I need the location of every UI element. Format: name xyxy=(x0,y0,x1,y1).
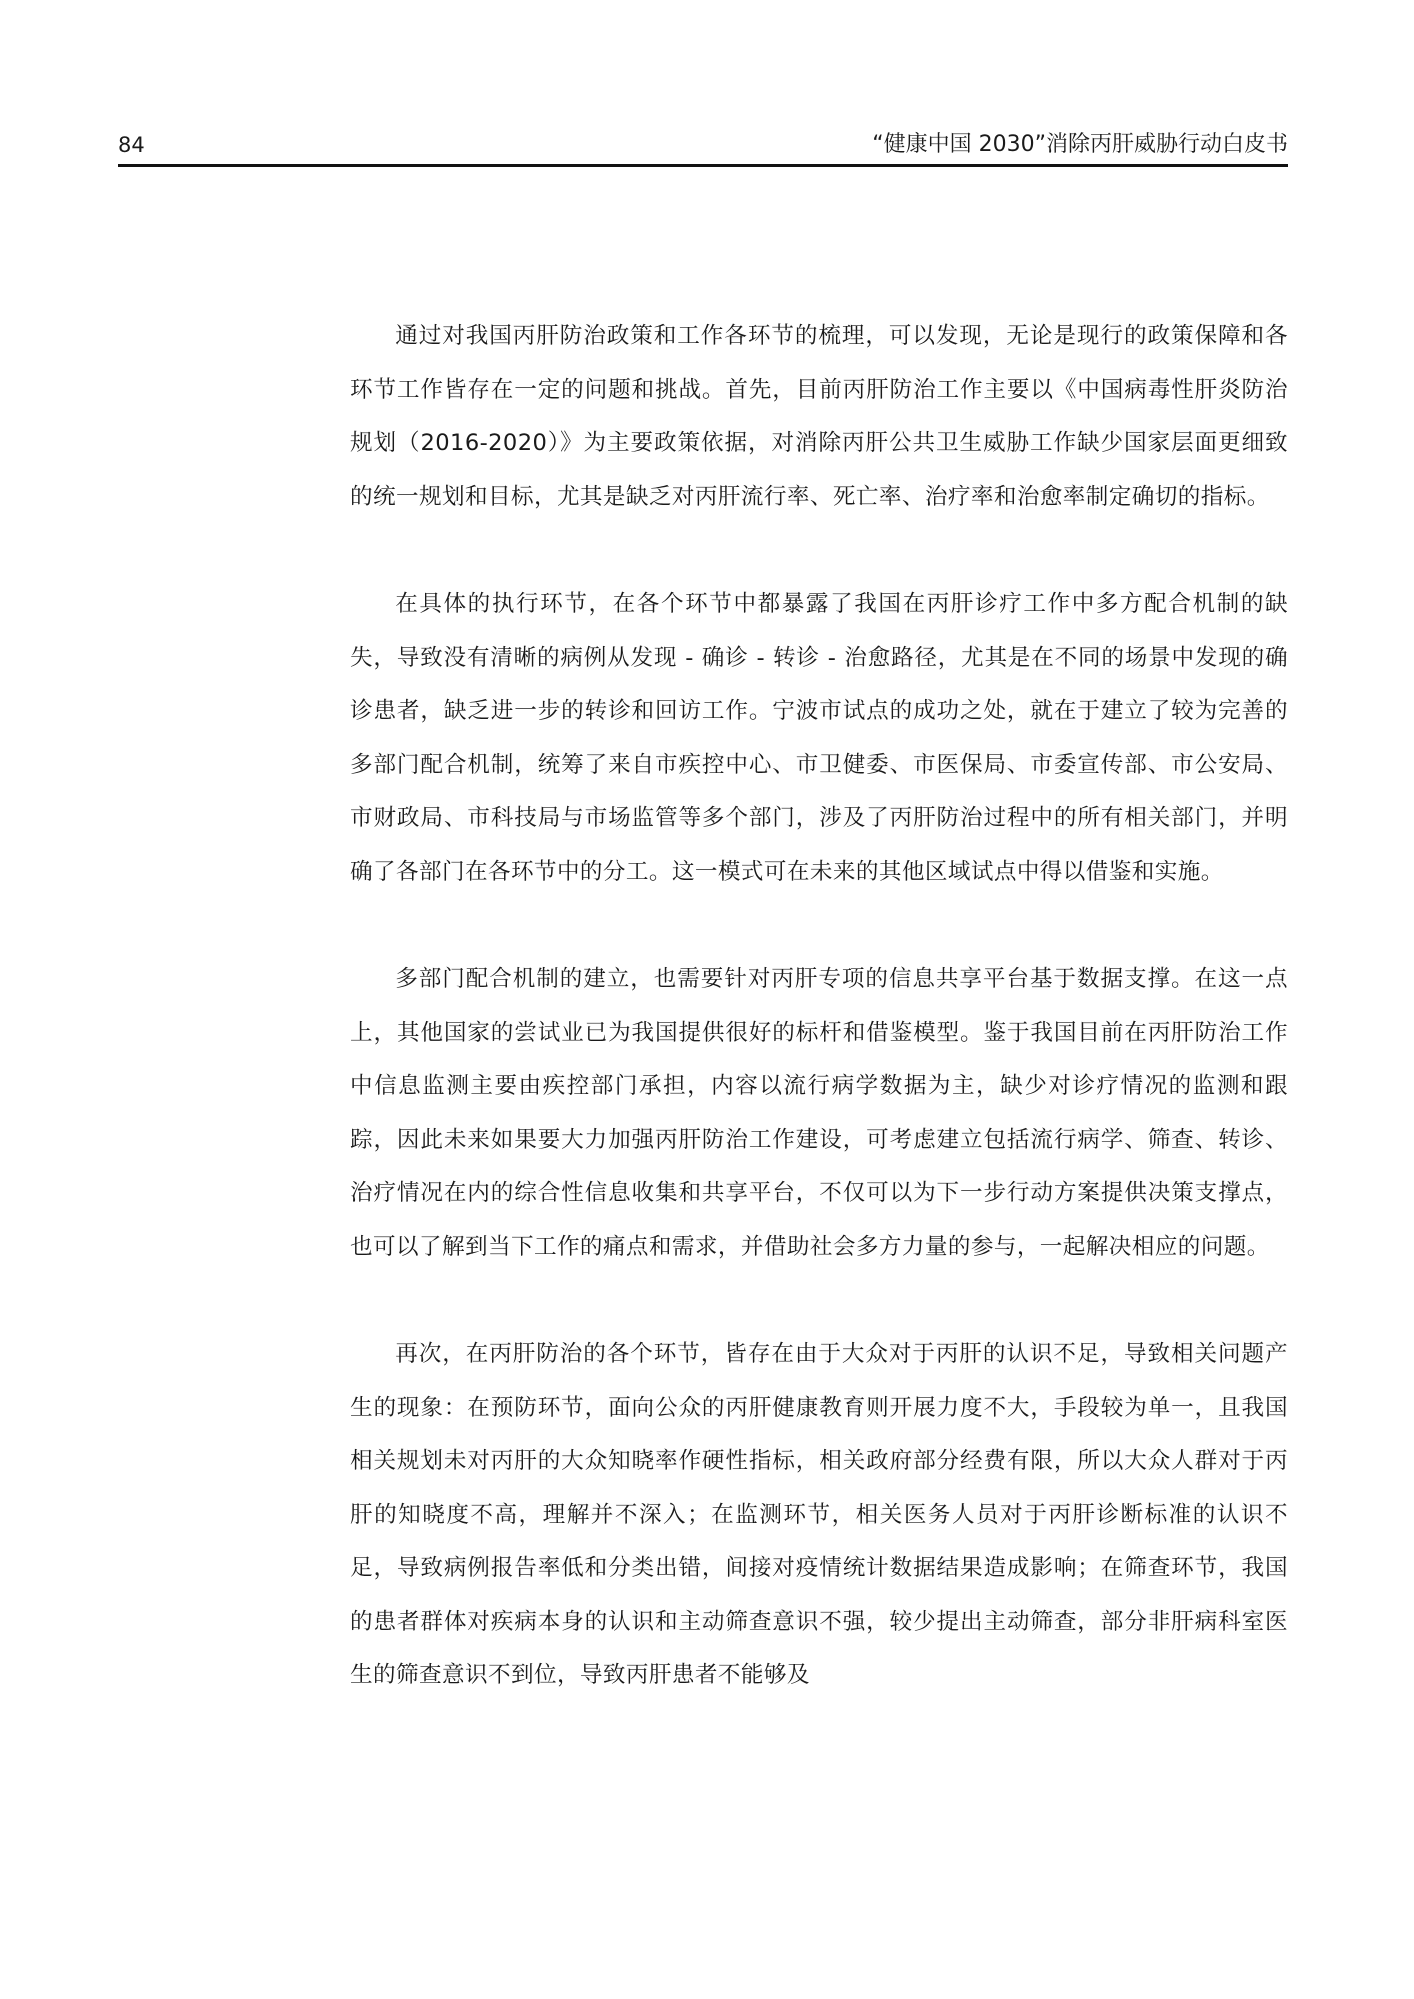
header-divider xyxy=(118,164,1288,167)
paragraph-3: 多部门配合机制的建立，也需要针对丙肝专项的信息共享平台基于数据支撑。在这一点上，其他国家的尝试业已为我国提供很好的标杆和借鉴模型。鉴于我国目前在丙肝防治工作中信息监测主要由疾控部门承担，内容以流行病学数据为主，缺少对诊疗情况的监测和跟踪，因此未来如果要大力加强丙肝防治工作建设，可考虑建立包括流行病学、筛查、转诊、治疗情况在内的综合性信息收集和共享平台，不仅可以为下一步行动方案提供决策支撑点，也可以了解到当下工作的痛点和需求，并借助社会多方力量的参与，一起解决相应的问题。 xyxy=(350,966,1288,1260)
paragraph-4: 再次，在丙肝防治的各个环节，皆存在由于大众对于丙肝的认识不足，导致相关问题产生的现象：在预防环节，面向公众的丙肝健康教育则开展力度不大，手段较为单一，且我国相关规划未对丙肝的大众知晓率作硬性指标，相关政府部分经费有限，所以大众人群对于丙肝的知晓度不高，理解并不深入；在监测环节，相关医务人员对于丙肝诊断标准的认识不足，导致病例报告率低和分类出错，间接对疫情统计数据结果造成影响；在筛查环节，我国的患者群体对疾病本身的认识和主动筛查意识不强，较少提出主动筛查，部分非肝病科室医生的筛查意识不到位，导致丙肝患者不能够及 xyxy=(350,1341,1288,1688)
document-body xyxy=(350,310,1288,1703)
paragraph-2: 在具体的执行环节，在各个环节中都暴露了我国在丙肝诊疗工作中多方配合机制的缺失，导致没有清晰的病例从发现 - 确诊 - 转诊 - 治愈路径，尤其是在不同的场景中发现的确诊患者，缺乏进一步的转诊和回访工作。宁波市试点的成功之处，就在于建立了较为完善的多部门配合机制，统筹了来自市疾控中心、市卫健委、市医保局、市委宣传部、市公安局、市财政局、市科技局与市场监管等多个部门，涉及了丙肝防治过程中的所有相关部门，并明确了各部门在各环节中的分工。这一模式可在未来的其他区域试点中得以借鉴和实施。 xyxy=(350,591,1288,885)
paragraph-1: 通过对我国丙肝防治政策和工作各环节的梳理，可以发现，无论是现行的政策保障和各环节工作皆存在一定的问题和挑战。首先，目前丙肝防治工作主要以《中国病毒性肝炎防治规划（2016-2020）》为主要政策依据，对消除丙肝公共卫生威胁工作缺少国家层面更细致的统一规划和目标，尤其是缺乏对丙肝流行率、死亡率、治疗率和治愈率制定确切的指标。 xyxy=(350,323,1288,510)
page-number: 84 xyxy=(118,133,145,157)
page-header xyxy=(118,126,1288,166)
running-title: “健康中国 2030”消除丙肝威胁行动白皮书 xyxy=(872,132,1288,157)
